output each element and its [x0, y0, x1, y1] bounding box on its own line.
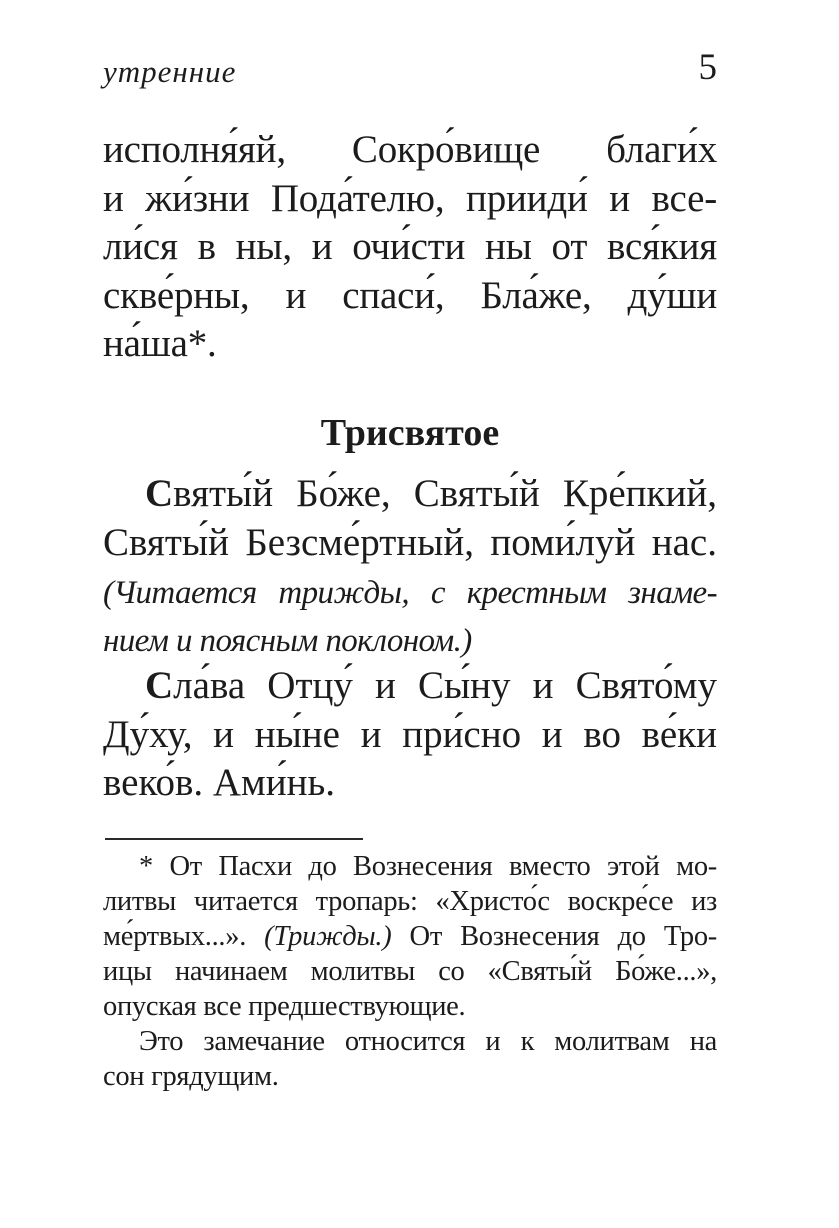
text-line: скве́рны, и спаси́, Бла́же, ду́ши: [103, 273, 717, 317]
page-number: 5: [698, 47, 717, 88]
continued-prayer-text: [103, 126, 717, 369]
rubric-line: нием и поясным поклоном.): [103, 623, 472, 659]
text-line: на́ша*.: [103, 322, 217, 365]
text-line: [103, 470, 717, 519]
footnote-line: опуская все предшествующие.: [103, 991, 466, 1022]
bold-initial: С: [145, 664, 174, 707]
footnote-text: От Вознесения до Тро-: [391, 921, 717, 952]
rubric-line: (Читается трижды, с крестным знаме-: [103, 575, 717, 611]
footnote-text: ме́ртвых...».: [103, 921, 265, 952]
section-heading-trisagion: Трисвятое: [320, 412, 500, 454]
text-line: [103, 662, 717, 711]
footnote-line: ицы начинаем молитвы со «Святы́й Бо́же...»,: [103, 956, 717, 987]
text-line: Святы́й Безсме́ртный, поми́луй нас.: [103, 520, 717, 564]
footnote-line: [103, 919, 717, 954]
running-title: утренние: [103, 54, 237, 89]
text-line: Ду́ху, и ны́не и при́сно и во ве́ки: [103, 712, 717, 756]
footnote-line: Это замечание относится и к молитвам на: [139, 1026, 717, 1057]
rubric-instruction: [103, 569, 717, 665]
running-head: [103, 44, 717, 94]
footnote-italic-text: (Трижды.): [264, 921, 392, 952]
footnote-line: * От Пасхи до Вознесения вместо этой мо-: [139, 851, 717, 882]
footnote: [103, 849, 717, 1094]
trisagion-prayer: [103, 470, 717, 567]
footnote-divider: [105, 838, 363, 840]
text-line: исполня́яй, Сокро́вище благи́х: [103, 128, 717, 171]
footnote-line: литвы читается тропарь: «Христо́с воскре́се из: [103, 886, 717, 917]
text-line: и жи́зни Пода́телю, прииди́ и все-: [103, 176, 717, 220]
text-line-rest: вяты́й Бо́же, Святы́й Кре́пкий,: [173, 472, 717, 515]
glory-prayer: [103, 662, 717, 808]
text-line: веко́в. Ами́нь.: [103, 761, 336, 804]
text-line-rest: ла́ва Отцу́ и Сы́ну и Свято́му: [173, 664, 717, 707]
bold-initial: С: [145, 472, 174, 515]
text-line: ли́ся в ны, и очи́сти ны от вся́кия: [103, 225, 717, 268]
footnote-line: сон грядущим.: [103, 1061, 279, 1092]
